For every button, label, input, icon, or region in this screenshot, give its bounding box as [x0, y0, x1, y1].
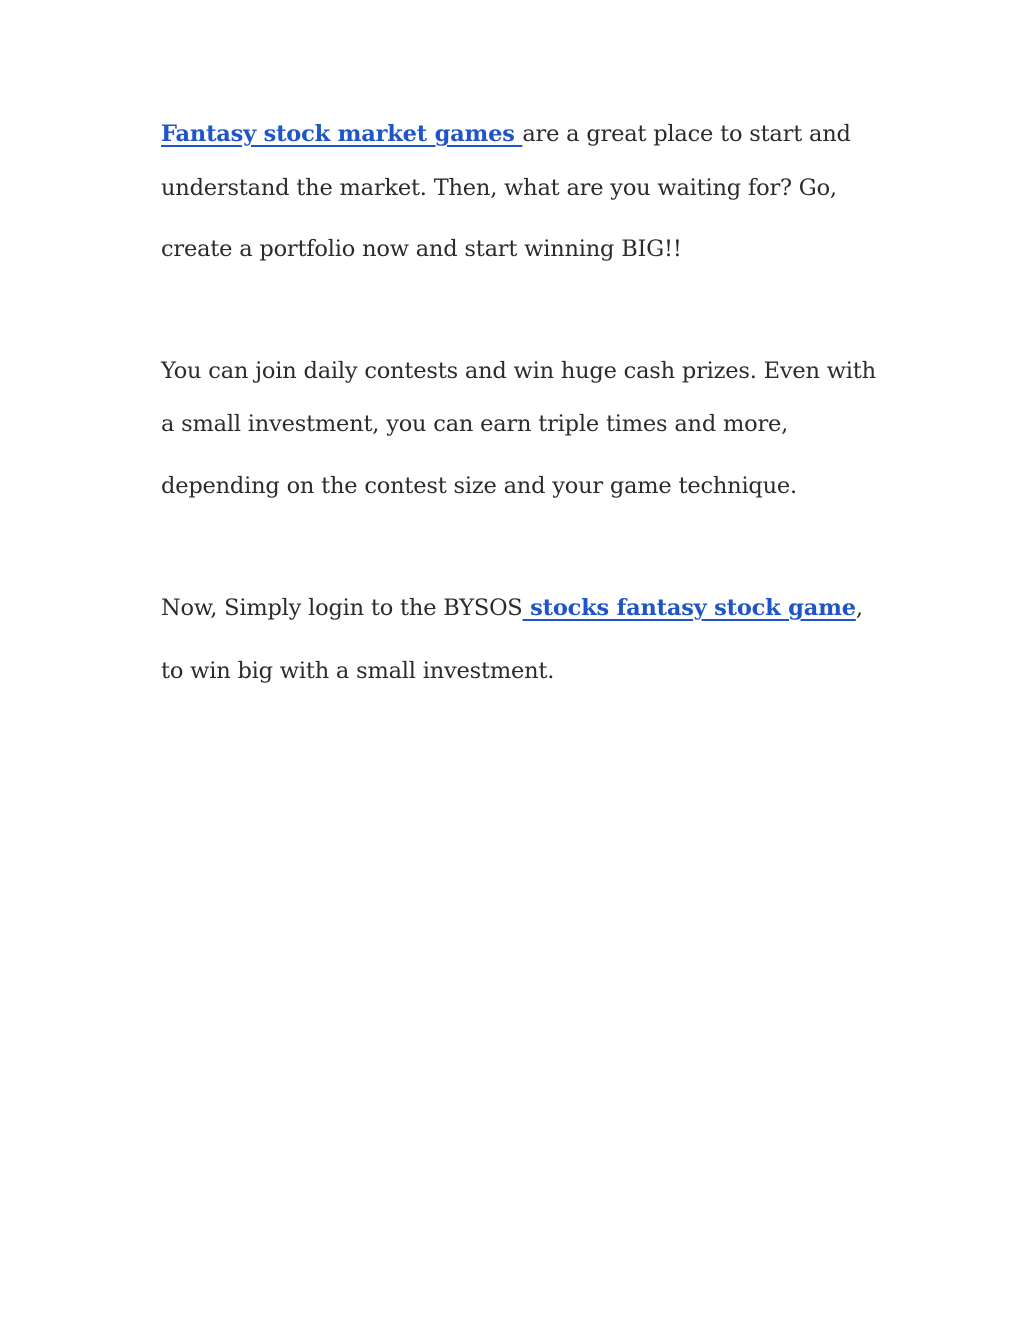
paragraph-1-line-2: understand the market. Then, what are you waiting for? Go, [161, 175, 837, 201]
paragraph-2-line-2: a small investment, you can earn triple times and more, [161, 411, 789, 437]
paragraph-2-line-3: depending on the contest size and your game technique. [161, 473, 797, 499]
paragraph-1-line-1-text: are a great place to start and [522, 121, 851, 147]
paragraph-3-line-1-suffix: , [855, 595, 863, 621]
paragraph-3-line-2: to win big with a small investment. [161, 658, 555, 684]
fantasy-stock-market-games-link[interactable]: Fantasy stock market games [161, 121, 523, 147]
paragraph-3-line-1-prefix: Now, Simply login to the BYSOS [161, 595, 523, 621]
paragraph-1-line-3: create a portfolio now and start winning BIG!! [161, 236, 682, 262]
paragraph-2-line-1: You can join daily contests and win huge cash prizes. Even with [161, 358, 876, 384]
paragraph-1-line-1 [161, 119, 851, 149]
paragraph-3-line-1 [161, 593, 863, 623]
stocks-fantasy-stock-game-link[interactable]: stocks fantasy stock game [522, 595, 856, 621]
